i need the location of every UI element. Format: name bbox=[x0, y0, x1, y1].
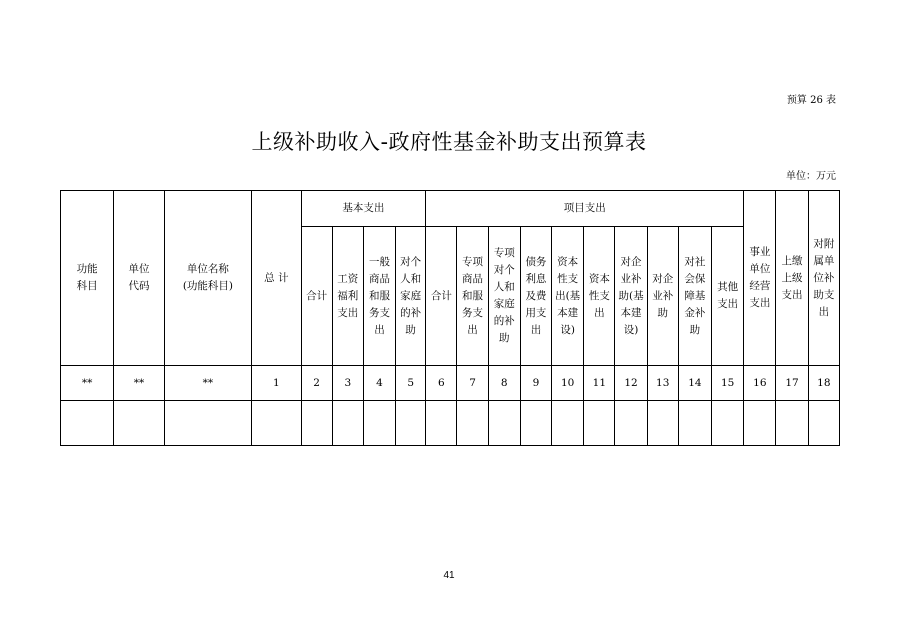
index-cell: 10 bbox=[552, 366, 584, 401]
data-cell bbox=[808, 401, 839, 446]
index-row bbox=[61, 366, 840, 401]
data-cell bbox=[61, 401, 114, 446]
index-cell: 2 bbox=[301, 366, 332, 401]
data-cell bbox=[647, 401, 678, 446]
page-title: 上级补助收入-政府性基金补助支出预算表 bbox=[251, 130, 647, 154]
form-tag: 预算 26 表 bbox=[786, 95, 836, 106]
col-business: 事业 单位 经营 支出 bbox=[744, 191, 776, 366]
col-unit-code: 单位 代码 bbox=[114, 191, 164, 366]
index-cell: 17 bbox=[776, 366, 808, 401]
col-basic-group: 基本支出 bbox=[301, 191, 426, 227]
data-cell bbox=[301, 401, 332, 446]
col-total: 总 计 bbox=[252, 191, 301, 366]
index-cell: 1 bbox=[252, 366, 301, 401]
data-cell bbox=[552, 401, 584, 446]
data-cell bbox=[712, 401, 744, 446]
data-cell bbox=[396, 401, 426, 446]
col-unit-name: 单位名称 (功能科目) bbox=[164, 191, 252, 366]
data-cell bbox=[426, 401, 457, 446]
data-cell bbox=[114, 401, 164, 446]
data-cell bbox=[678, 401, 711, 446]
data-cell bbox=[776, 401, 808, 446]
index-cell: 12 bbox=[615, 366, 647, 401]
unit-label: 单位：万元 bbox=[786, 171, 836, 182]
col-basic-total: 合计 bbox=[301, 227, 332, 366]
page-number: 41 bbox=[443, 570, 455, 581]
index-cell: 4 bbox=[363, 366, 395, 401]
index-cell: 11 bbox=[584, 366, 615, 401]
data-cell bbox=[615, 401, 647, 446]
index-cell: 18 bbox=[808, 366, 839, 401]
index-cell: 13 bbox=[647, 366, 678, 401]
index-cell: ** bbox=[114, 366, 164, 401]
data-cell bbox=[744, 401, 776, 446]
col-project-group: 项目支出 bbox=[426, 191, 744, 227]
data-cell bbox=[363, 401, 395, 446]
col-proj-goods: 专项 商品 和服 务支 出 bbox=[457, 227, 488, 366]
data-row-empty bbox=[61, 401, 840, 446]
data-cell bbox=[164, 401, 252, 446]
col-proj-enterprise-build: 对企 业补 助(基 本建 设) bbox=[615, 227, 647, 366]
index-cell: 15 bbox=[712, 366, 744, 401]
col-func-subject: 功能 科目 bbox=[61, 191, 114, 366]
index-cell: 9 bbox=[520, 366, 551, 401]
data-cell bbox=[488, 401, 520, 446]
col-upper: 上缴 上级 支出 bbox=[776, 191, 808, 366]
index-cell: 8 bbox=[488, 366, 520, 401]
index-cell: 14 bbox=[678, 366, 711, 401]
col-proj-capital-build: 资本 性支 出(基 本建 设) bbox=[552, 227, 584, 366]
index-cell: 16 bbox=[744, 366, 776, 401]
col-basic-personal: 对个 人和 家庭 的补 助 bbox=[396, 227, 426, 366]
col-proj-other: 其他 支出 bbox=[712, 227, 744, 366]
col-subsidiary: 对附 属单 位补 助支 出 bbox=[808, 191, 839, 366]
index-cell: 7 bbox=[457, 366, 488, 401]
col-proj-enterprise: 对企 业补 助 bbox=[647, 227, 678, 366]
index-cell: 6 bbox=[426, 366, 457, 401]
col-proj-capital: 资本 性支 出 bbox=[584, 227, 615, 366]
col-proj-social: 对社 会保 障基 金补 助 bbox=[678, 227, 711, 366]
data-cell bbox=[252, 401, 301, 446]
col-basic-wage: 工资 福利 支出 bbox=[332, 227, 363, 366]
index-cell: 3 bbox=[332, 366, 363, 401]
index-cell: ** bbox=[164, 366, 252, 401]
col-proj-personal: 专项 对个 人和 家庭 的补 助 bbox=[488, 227, 520, 366]
data-cell bbox=[457, 401, 488, 446]
col-proj-debt: 债务 利息 及费 用支 出 bbox=[520, 227, 551, 366]
data-cell bbox=[584, 401, 615, 446]
col-proj-total: 合计 bbox=[426, 227, 457, 366]
budget-table bbox=[60, 190, 840, 446]
index-cell: 5 bbox=[396, 366, 426, 401]
data-cell bbox=[332, 401, 363, 446]
header-row-group bbox=[61, 191, 840, 227]
index-cell: ** bbox=[61, 366, 114, 401]
data-cell bbox=[520, 401, 551, 446]
col-basic-goods: 一般 商品 和服 务支 出 bbox=[363, 227, 395, 366]
